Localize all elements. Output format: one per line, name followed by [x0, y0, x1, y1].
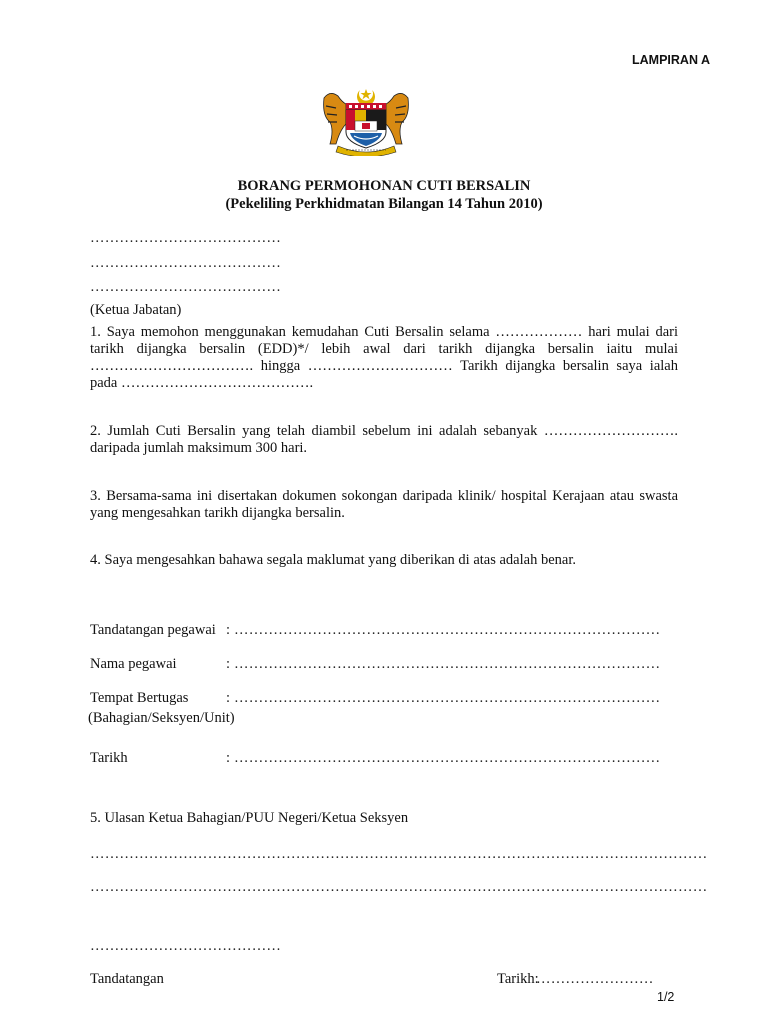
section-5-title: 5. Ulasan Ketua Bahagian/PUU Negeri/Ketua Seksyen	[90, 810, 409, 826]
head-signature-label: Tandatangan	[90, 971, 164, 987]
date-field[interactable]: : ……………………………………………………………………………	[226, 750, 661, 766]
name-label: Nama pegawai	[90, 656, 177, 672]
head-date-field[interactable]: ……………………	[536, 971, 654, 987]
address-line-3[interactable]: …………………………………	[90, 279, 282, 295]
workplace-sub-label: (Bahagian/Seksyen/Unit)	[88, 710, 235, 726]
comment-line-1[interactable]: ………………………………………………………………………………………………………………	[90, 846, 708, 862]
date-label: Tarikh	[90, 750, 128, 766]
item-1-paragraph: 1. Saya memohon menggunakan kemudahan Cuti Bersalin selama ……………… hari mulai dari tarikh dijangka bersalin (EDD)*/ lebih awal dari tarikh dijangka bersalin iaitu mulai ……………………………. hingga ………………………… Tarikh dijangka bersalin saya ialah pada ………………………………….	[90, 324, 678, 391]
item-2-paragraph: 2. Jumlah Cuti Bersalin yang telah diambil sebelum ini adalah sebanyak ………………………. daripada jumlah maksimum 300 hari.	[90, 423, 678, 456]
lampiran-label: LAMPIRAN A	[632, 53, 711, 67]
form-title: BORANG PERMOHONAN CUTI BERSALIN	[237, 178, 531, 194]
item-4-paragraph: 4. Saya mengesahkan bahawa segala maklumat yang diberikan di atas adalah benar.	[90, 552, 576, 568]
ketua-jabatan-label: (Ketua Jabatan)	[90, 302, 182, 318]
signature-field[interactable]: : ……………………………………………………………………………	[226, 622, 661, 638]
head-date-label: Tarikh:	[497, 971, 539, 987]
workplace-field[interactable]: : ……………………………………………………………………………	[226, 690, 661, 706]
name-field[interactable]: : ……………………………………………………………………………	[226, 656, 661, 672]
form-subtitle: (Pekeliling Perkhidmatan Bilangan 14 Tahun 2010)	[225, 196, 543, 212]
malaysia-coat-of-arms-icon	[318, 86, 414, 156]
signature-label: Tandatangan pegawai	[90, 622, 216, 638]
head-signature-line[interactable]: …………………………………	[90, 938, 282, 954]
page-number: 1/2	[657, 990, 675, 1004]
address-line-2[interactable]: …………………………………	[90, 255, 282, 271]
comment-line-2[interactable]: ………………………………………………………………………………………………………………	[90, 879, 708, 895]
address-line-1[interactable]: …………………………………	[90, 230, 282, 246]
workplace-label: Tempat Bertugas	[90, 690, 189, 706]
item-3-paragraph: 3. Bersama-sama ini disertakan dokumen sokongan daripada klinik/ hospital Kerajaan atau swasta yang mengesahkan tarikh dijangka bersalin.	[90, 488, 678, 521]
